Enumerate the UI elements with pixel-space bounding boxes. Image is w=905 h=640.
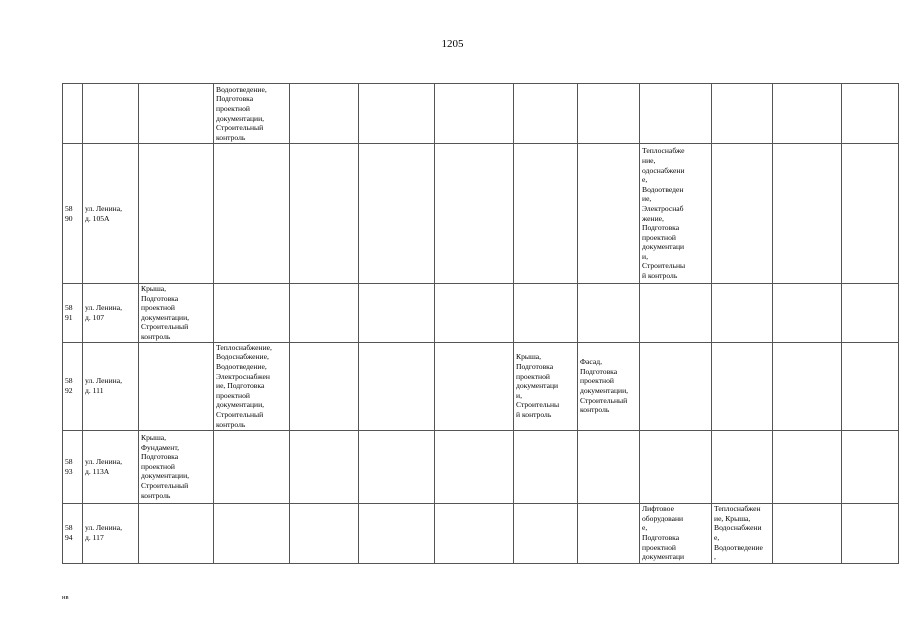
address-cell (83, 84, 139, 144)
work-type-cell (435, 430, 514, 503)
work-type-cell (712, 84, 773, 144)
work-type-cell: Теплоснабже ние, одоснабжени е, Водоотведен ие, Электроснаб жение, Подготовка проектной документаци и, Строительны й контроль (640, 144, 712, 284)
row-number-cell (63, 84, 83, 144)
work-type-cell (842, 144, 899, 284)
work-type-cell (435, 503, 514, 563)
work-type-cell (514, 284, 578, 343)
work-type-cell (640, 284, 712, 343)
work-type-cell (359, 342, 435, 430)
work-type-cell (514, 84, 578, 144)
work-type-cell: Водоотведение, Подготовка проектной документации, Строительный контроль (214, 84, 290, 144)
work-type-cell (214, 430, 290, 503)
work-type-cell (359, 284, 435, 343)
address-cell: ул. Ленина, д. 107 (83, 284, 139, 343)
work-type-cell (435, 342, 514, 430)
work-type-cell (359, 503, 435, 563)
work-type-cell (773, 430, 842, 503)
work-type-cell (640, 430, 712, 503)
work-type-cell (290, 284, 359, 343)
address-cell: ул. Ленина, д. 117 (83, 503, 139, 563)
work-type-cell: Фасад, Подготовка проектной документации, Строительный контроль (578, 342, 640, 430)
work-type-cell: Теплоснабжен ие, Крыша, Водоснабжени е, Водоотведение , (712, 503, 773, 563)
work-type-cell (359, 84, 435, 144)
work-type-cell (290, 144, 359, 284)
table-row (63, 84, 899, 144)
table-row (63, 342, 899, 430)
address-cell: ул. Ленина, д. 111 (83, 342, 139, 430)
work-type-cell (640, 342, 712, 430)
work-type-cell (435, 284, 514, 343)
work-type-cell: Лифтовое оборудовани е, Подготовка проектной документаци (640, 503, 712, 563)
work-type-cell (435, 144, 514, 284)
work-type-cell (578, 144, 640, 284)
work-type-cell (578, 503, 640, 563)
footer-mark: нв (62, 594, 69, 601)
work-type-cell (712, 430, 773, 503)
work-type-cell: Крыша, Фундамент, Подготовка проектной документации, Строительный контроль (139, 430, 214, 503)
work-type-cell (842, 430, 899, 503)
work-type-cell (214, 144, 290, 284)
work-type-cell (139, 503, 214, 563)
address-cell: ул. Ленина, д. 113А (83, 430, 139, 503)
work-type-cell (290, 430, 359, 503)
page-number: 1205 (441, 38, 464, 50)
work-type-cell (139, 84, 214, 144)
work-type-cell (514, 430, 578, 503)
row-number-cell: 58 91 (63, 284, 83, 343)
work-type-cell (773, 503, 842, 563)
work-type-cell (214, 284, 290, 343)
row-number-cell: 58 90 (63, 144, 83, 284)
work-type-cell (290, 342, 359, 430)
work-type-cell (773, 144, 842, 284)
work-type-cell (842, 84, 899, 144)
work-type-cell (842, 342, 899, 430)
work-type-cell (214, 503, 290, 563)
work-type-cell (359, 430, 435, 503)
work-type-cell (773, 284, 842, 343)
work-type-cell (712, 144, 773, 284)
table-row (63, 503, 899, 563)
work-type-cell: Теплоснабжение, Водоснабжение, Водоотведение, Электроснабжен ие, Подготовка проектной документации, Строительный контроль (214, 342, 290, 430)
table-row (63, 430, 899, 503)
row-number-cell: 58 93 (63, 430, 83, 503)
work-type-cell (514, 503, 578, 563)
work-type-cell (578, 84, 640, 144)
work-type-cell (773, 84, 842, 144)
work-type-cell (842, 284, 899, 343)
work-type-cell (712, 284, 773, 343)
work-type-cell (640, 84, 712, 144)
row-number-cell: 58 94 (63, 503, 83, 563)
row-number-cell: 58 92 (63, 342, 83, 430)
work-type-cell (435, 84, 514, 144)
work-type-cell (578, 284, 640, 343)
capital-repair-table (62, 83, 899, 564)
work-type-cell: Крыша, Подготовка проектной документаци и, Строительны й контроль (514, 342, 578, 430)
work-type-cell (290, 503, 359, 563)
work-type-cell (712, 342, 773, 430)
table-row (63, 144, 899, 284)
work-type-cell (139, 144, 214, 284)
work-type-cell: Крыша, Подготовка проектной документации, Строительный контроль (139, 284, 214, 343)
work-type-cell (290, 84, 359, 144)
work-type-cell (514, 144, 578, 284)
work-type-cell (773, 342, 842, 430)
work-type-cell (578, 430, 640, 503)
work-type-cell (139, 342, 214, 430)
address-cell: ул. Ленина, д. 105А (83, 144, 139, 284)
table-row (63, 284, 899, 343)
work-type-cell (842, 503, 899, 563)
work-type-cell (359, 144, 435, 284)
